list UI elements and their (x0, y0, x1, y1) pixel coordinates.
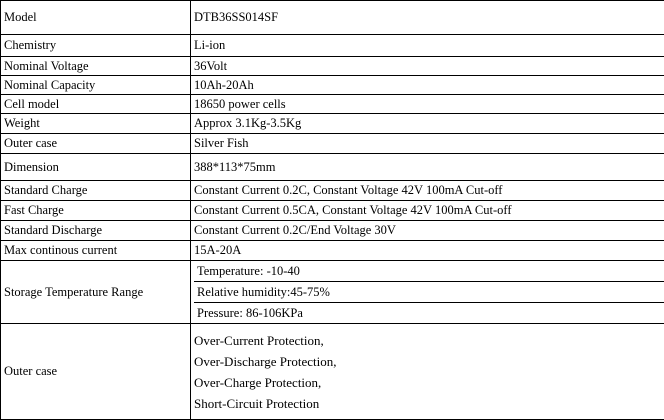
table-row (1, 114, 664, 134)
protection-item: Short-Circuit Protection (194, 395, 320, 411)
protection-item: Over-Discharge Protection, (194, 353, 337, 369)
row-label: Cell model (1, 95, 191, 114)
row-label: Chemistry (1, 35, 191, 57)
table-row (1, 35, 664, 57)
row-label: Nominal Voltage (1, 57, 191, 76)
table-row (1, 181, 664, 201)
row-value: Approx 3.1Kg-3.5Kg (191, 114, 664, 134)
row-label: Weight (1, 114, 191, 134)
row-value: Constant Current 0.5CA, Constant Voltage 42V 100mA Cut-off (191, 201, 664, 221)
row-value: 36Volt (191, 57, 664, 76)
table-row (1, 76, 664, 95)
row-value: 10Ah-20Ah (191, 76, 664, 95)
row-label: Nominal Capacity (1, 76, 191, 95)
protection-item: Over-Charge Protection, (194, 374, 322, 390)
protection-label: Outer case (1, 324, 191, 420)
row-label: Fast Charge (1, 201, 191, 221)
row-value: Constant Current 0.2C/End Voltage 30V (191, 221, 664, 241)
row-value: DTB36SS014SF (191, 1, 664, 35)
table-row (1, 95, 664, 114)
row-value: Constant Current 0.2C, Constant Voltage 42V 100mA Cut-off (191, 181, 664, 201)
table-row-storage (1, 261, 664, 324)
row-value: 15A-20A (191, 241, 664, 261)
storage-humidity: Relative humidity:45-75% (194, 282, 664, 303)
storage-label: Storage Temperature Range (1, 261, 191, 324)
row-value: Li-ion (191, 35, 664, 57)
row-label: Max continous current (1, 241, 191, 261)
row-label: Outer case (1, 134, 191, 154)
row-label: Standard Charge (1, 181, 191, 201)
table-row (1, 1, 664, 35)
table-row (1, 57, 664, 76)
row-value: Silver Fish (191, 134, 664, 154)
storage-values (191, 261, 664, 324)
table-row (1, 134, 664, 154)
table-row (1, 241, 664, 261)
storage-temperature: Temperature: -10-40 (194, 261, 664, 282)
row-value: 18650 power cells (191, 95, 664, 114)
table-row (1, 221, 664, 241)
row-label: Model (1, 1, 191, 35)
protection-item: Over-Current Protection, (194, 332, 324, 348)
row-value: 388*113*75mm (191, 154, 664, 181)
protection-values (191, 324, 664, 420)
table-row-protection (1, 324, 664, 420)
table-row (1, 154, 664, 181)
table-row (1, 201, 664, 221)
row-label: Dimension (1, 154, 191, 181)
storage-pressure: Pressure: 86-106KPa (197, 306, 303, 320)
row-label: Standard Discharge (1, 221, 191, 241)
